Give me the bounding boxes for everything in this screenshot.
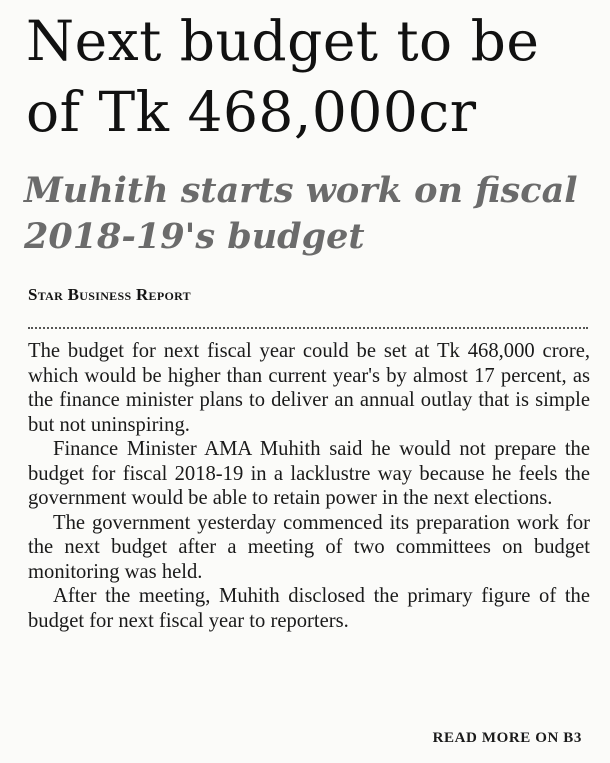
dotted-divider [28, 327, 588, 329]
article-body [28, 339, 590, 633]
article-headline: Next budget to be of Tk 468,000cr [26, 9, 540, 144]
body-paragraph: The budget for next fiscal year could be set at Tk 468,000 crore, which would be higher than current year's by almost 17 percent, as the finance minister plans to deliver an annual outlay that is simple but not uninspiring. [28, 340, 590, 436]
body-paragraph: Finance Minister AMA Muhith said he would not prepare the budget for fiscal 2018-19 in a lacklustre way because he feels the government would be able to retain power in the next elections. [28, 438, 590, 509]
article-subheadline: Muhith starts work on fiscal 2018-19's budget [24, 170, 578, 257]
read-more-link[interactable]: READ MORE ON B3 [432, 730, 582, 746]
body-paragraph: The government yesterday commenced its preparation work for the next budget after a meeting of two committees on budget monitoring was held. [28, 511, 590, 583]
body-paragraph: After the meeting, Muhith disclosed the primary figure of the budget for next fiscal year to reporters. [28, 585, 590, 632]
article-byline: Star Business Report [28, 285, 191, 304]
